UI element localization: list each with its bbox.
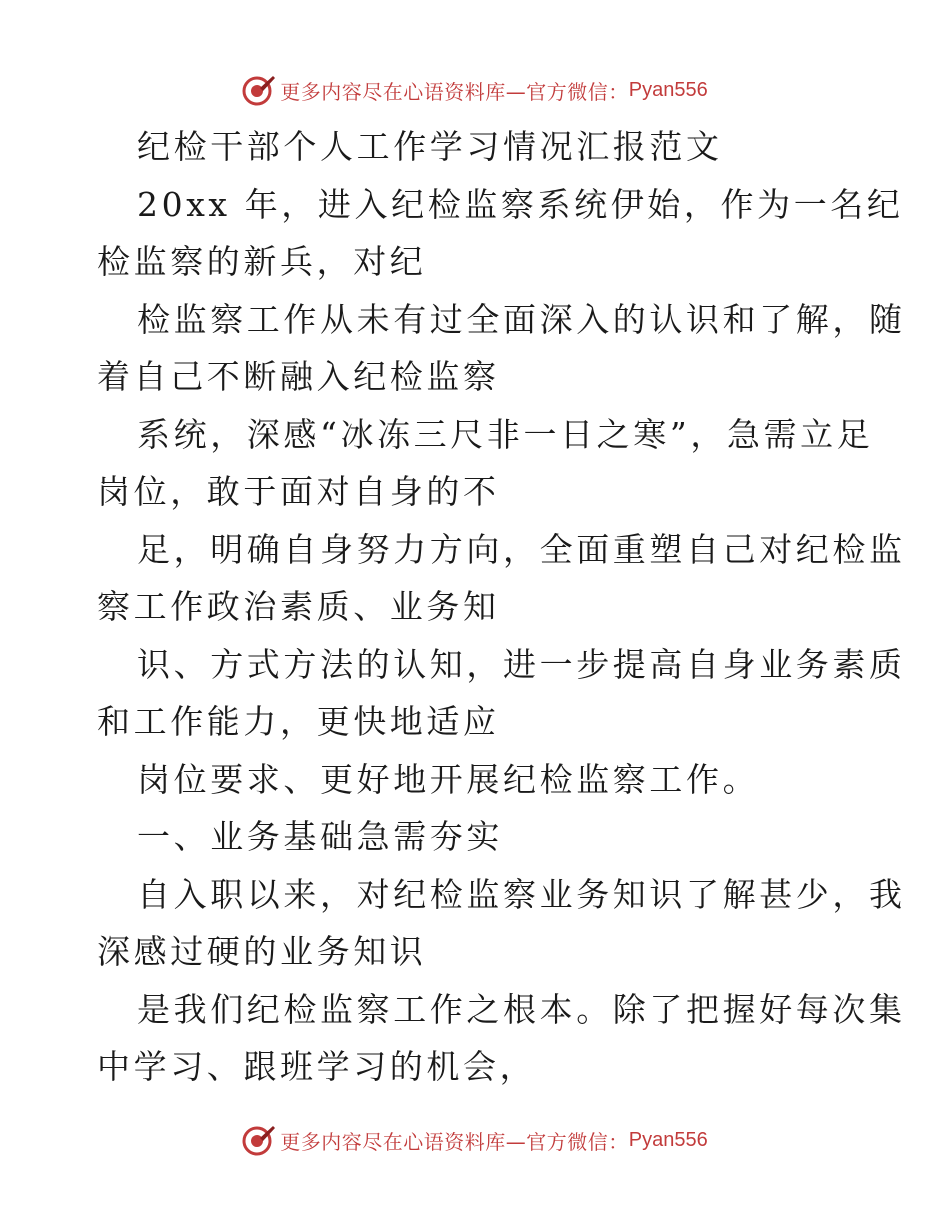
paragraph-start-line: 岗位要求、更好地开展纪检监察工作。 bbox=[137, 759, 760, 799]
watermark-text: 更多内容尽在心语资料库—官方微信： bbox=[280, 79, 629, 104]
paragraph-start-line: 一、业务基础急需夯实 bbox=[137, 817, 503, 856]
watermark-text: 更多内容尽在心语资料库—官方微信： bbox=[280, 1129, 629, 1154]
brush-logo-icon bbox=[242, 1123, 276, 1157]
brush-logo-icon bbox=[242, 73, 276, 107]
paragraph-start-line: 自入职以来，对纪检监察业务知识了解甚少，我 bbox=[137, 874, 906, 914]
paragraph-start-line: 是我们纪检监察工作之根本。除了把握好每次集 bbox=[137, 989, 906, 1029]
paragraph-continuation-line: 岗位，敢于面对自身的不 bbox=[97, 472, 500, 511]
paragraph-start-line: 纪检干部个人工作学习情况汇报范文 bbox=[137, 127, 723, 166]
wechat-id: Pyan556 bbox=[628, 1128, 708, 1151]
header-watermark bbox=[0, 70, 950, 110]
paragraph-continuation-line: 深感过硬的业务知识 bbox=[97, 932, 427, 971]
paragraph-start-line: 识、方式方法的认知，进一步提高自身业务素质 bbox=[137, 644, 906, 684]
paragraph-continuation-line: 察工作政治素质、业务知 bbox=[97, 587, 500, 626]
paragraph-start-line: 检监察工作从未有过全面深入的认识和了解，随 bbox=[137, 299, 906, 339]
paragraph-continuation-line: 检监察的新兵，对纪 bbox=[97, 242, 427, 281]
paragraph-continuation-line: 中学习、跟班学习的机会， bbox=[97, 1047, 537, 1086]
document-body bbox=[97, 118, 906, 1096]
paragraph-start-line: 系统，深感“冰冻三尺非一日之寒”，急需立足 bbox=[137, 414, 874, 454]
paragraph-start-line: 20xx 年，进入纪检监察系统伊始，作为一名纪 bbox=[137, 184, 904, 224]
paragraph-continuation-line: 着自己不断融入纪检监察 bbox=[97, 357, 500, 396]
paragraph-start-line: 足，明确自身努力方向，全面重塑自己对纪检监 bbox=[137, 529, 906, 569]
wechat-id: Pyan556 bbox=[628, 78, 708, 101]
paragraph-continuation-line: 和工作能力，更快地适应 bbox=[97, 702, 500, 741]
footer-watermark bbox=[0, 1120, 950, 1160]
